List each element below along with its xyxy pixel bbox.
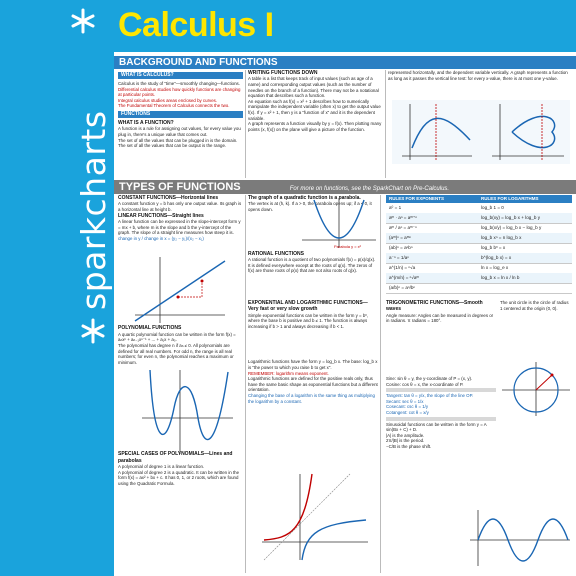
list-item: The Fundamental Theorem of Calculus connects the two. [118,103,230,109]
subheading: TRIGONOMETRIC FUNCTIONS—Smooth waves [386,300,483,313]
subheading: The graph of a quadratic function is a parabola. [248,195,361,201]
subheading: WRITING FUNCTIONS DOWN [248,70,318,76]
list-item: Differential calculus studies how quickly functions are changing at particular points. [118,86,241,98]
section-note: For more on functions, see the SparkChart on Pre-Calculus. [289,186,450,192]
paragraph: A function is a rule for assigning out values, for every value you plug in, there's a unique value that comes out. [118,126,241,137]
paragraph: A graph represents a function visually by y = f(x). Then plotting many points (x, f(x)) on the plane will give a picture of the function. [248,121,382,132]
vertical-line-test-figure [392,100,570,164]
paragraph: Sinusoidal functions can be written in the form y = A sin(Bx + C) + D. [386,421,487,433]
parabola-caption: Parabola y = x² [334,244,362,249]
paragraph: Secant: sec θ = 1/x [386,398,424,404]
paragraph: Simple exponential functions can be written in the form y = bˣ, where the base b is positive and b ≠ 1. The function is always increasing if b > 1 and always decreasing if b < 1. [248,312,368,329]
paragraph: A polynomial of degree 2 is a quadratic. It can be written in the form f(x) = ax² + bx + c. It has 0, 1, or 2 roots, which are found using the Quadratic Formula. [118,469,240,486]
subheading: POLYNOMIAL FUNCTIONS [118,325,182,332]
paragraph: Cotangent: cot θ = x/y [386,409,429,415]
subsection-header: FUNCTIONS [118,111,243,118]
exponent-rule: a^(1/n) = ⁿ√a [389,265,416,270]
paragraph: Angle measure: Angles can be measured in degrees or in radians. π radians = 180°. [386,312,494,324]
section-title: TYPES OF FUNCTIONS [119,181,241,193]
spark-star-icon [80,318,106,344]
rules-logarithms-header: RULES FOR LOGARITHMS [481,196,539,201]
exponent-rule: aᵐ · aⁿ = aᵐ⁺ⁿ [389,215,418,220]
list-item: 2π/|B| is the period. [386,438,425,444]
unit-circle-figure [500,360,572,418]
log-rule: log_b xⁿ = n log_b x [481,235,522,240]
subheading: CONSTANT FUNCTIONS—Horizontal lines [118,195,219,201]
list-item: −C/B is the phase shift. [386,443,432,449]
unit-circle-note [500,300,572,360]
paragraph: Changing the base of a logarithm is the same thing as multiplying the logarithm by a constant. [248,392,375,404]
exponent-rule: (aᵐ)ⁿ = aᵐⁿ [389,235,412,240]
paragraph: A constant function y = b has only one output value. Its graph is a horizontal line at height b. [118,201,242,212]
paragraph: A polynomial of degree 1 is a linear function. [118,464,205,470]
subheading: LINEAR FUNCTIONS—Straight lines [118,212,204,219]
paragraph: The polynomial has degree n if aₙ ≠ 0. All polynomials are defined for all real numbers. For odd n, the range is all real numbers; for even n, the polynomial reaches a maximum or minimum. [118,342,234,365]
log-rule: log_b(x/y) = log_b x − log_b y [481,225,542,230]
exponent-rule: a^(m/n) = ⁿ√aᵐ [389,275,420,280]
paragraph: An equation such as f(x) = x² + 1 describes how to numerically manipulate the independent variable (often x) to get the output value f(x). If y = x² + 1, then y is a "function of x" and it is the dependent variable. [248,98,381,121]
exponent-rule: (ab)ⁿ = aⁿbⁿ [389,245,413,250]
exponent-rule: aᵐ / aⁿ = aᵐ⁻ⁿ [389,225,417,230]
log-rule: log_b bˣ = x [481,245,506,250]
rules-exponents-header: RULES FOR EXPONENTS [389,196,445,201]
log-rule: log_b(xy) = log_b x + log_b y [481,215,540,220]
parabola-figure [300,196,378,250]
brand-logo-text: sparkcharts [74,110,113,310]
section-header-background: BACKGROUND AND FUNCTIONS [114,56,576,69]
paragraph: represented horizontally, and the dependent variable vertically. A graph represents a function as long as it passes the vertical line test: for every x-value, there is at most one y-value. [388,70,568,81]
section-header-types [114,180,576,194]
exponent-rule: a⁻ⁿ = 1/aⁿ [389,255,409,260]
paragraph: The vertex is at (h, k). If a > 0, the parabola opens up; if a < 0, it opens down. [248,201,372,212]
divider-bar [386,388,496,392]
log-rule: log_b 1 = 0 [481,205,504,210]
column-divider [245,195,246,573]
list-item: The set of all the values that can be plugged in is the domain. [118,137,238,143]
exponent-rule: (a/b)ⁿ = aⁿ/bⁿ [389,285,416,290]
paragraph: Sine: sin θ = y, the y-coordinate of P = (x, y). [386,376,473,381]
page-title: Calculus I [118,6,274,44]
polynomial-function-figure [140,368,235,456]
exponential-log-figure [260,472,370,562]
log-rule: ln x = log_e x [481,265,509,270]
divider-bar [386,417,496,421]
column-divider [380,195,381,573]
list-item: Integral calculus studies areas enclosed by curves. [118,97,218,103]
sine-wave-figure [468,508,572,568]
paragraph: Logarithmic functions have the form y = log_b x. The base: log_b x is "the power to which you raise b to get x". [248,359,378,370]
list-item: |A| is the amplitude. [386,432,425,438]
background-column-2 [248,70,383,178]
paragraph: A quartic polynomial function can be written in the form f(x) = aₙxⁿ + aₙ₋₁xⁿ⁻¹ + ... + a₁x + a₀. [118,331,236,343]
spark-star-icon [70,8,96,34]
subheading: SPECIAL CASES OF POLYNOMIALS—Lines and parabolas [118,451,233,464]
paragraph: Logarithmic functions are defined for the positive reals only, thus have the same basic shape as exponential functions but a different orientation. [248,376,378,393]
formula: change in y / change in x = (y₂ − y₁)/(x₂ − x₁) [118,235,204,241]
paragraph: A rational function is a quotient of two polynomials f(x) = p(x)/q(x). It is defined everywhere except at the roots of q(x). The zeros of f(x) are those roots of p(x) that are not also roots of q(x). [248,257,376,274]
subsection-header: WHAT IS CALCULUS? [118,72,243,79]
paragraph: The unit circle is the circle of radius 1 centered at the origin (0, 0). [500,300,569,311]
table-row [386,283,572,294]
paragraph: Cosine: cos θ = x, the x-coordinate of P. [386,381,464,387]
exponent-rule: a⁰ = 1 [389,205,402,210]
list-item: The set of all the values that can be output is the range. [118,143,227,149]
rules-table-header [386,195,572,203]
paragraph: Cosecant: csc θ = 1/y [386,404,429,410]
linear-function-figure [130,255,230,325]
paragraph: Tangent: tan θ = y/x, the slope of the line OP. [386,393,474,399]
subheading: RATIONAL FUNCTIONS [248,250,304,257]
log-rule: log_b x = ln x / ln b [481,275,520,280]
paragraph: A table is a list that keeps track of input values (such as age of a name) and corresponding output values (such as the number of needles on the branch of a function). There may not be a notational equation that describes such a function. [248,76,379,99]
log-rule: b^(log_b x) = x [481,255,512,260]
column-divider [245,70,246,178]
subheading: WHAT IS A FUNCTION? [118,119,174,126]
column-divider [385,70,386,178]
note: REMEMBER: logarithm means exponent. [248,370,329,376]
paragraph: A linear function can be expressed in the slope-intercept form y = mx + b, where m is the slope and b the y-intercept of the graph. The slope of a straight line measures how steep it is. [118,219,241,236]
paragraph: Calculus is the study of "time"—smoothly changing—functions. [118,81,240,86]
background-column-1 [118,70,243,178]
subheading: EXPONENTIAL AND LOGARITHMIC FUNCTIONS—Very fast or very slow growth [248,299,368,313]
